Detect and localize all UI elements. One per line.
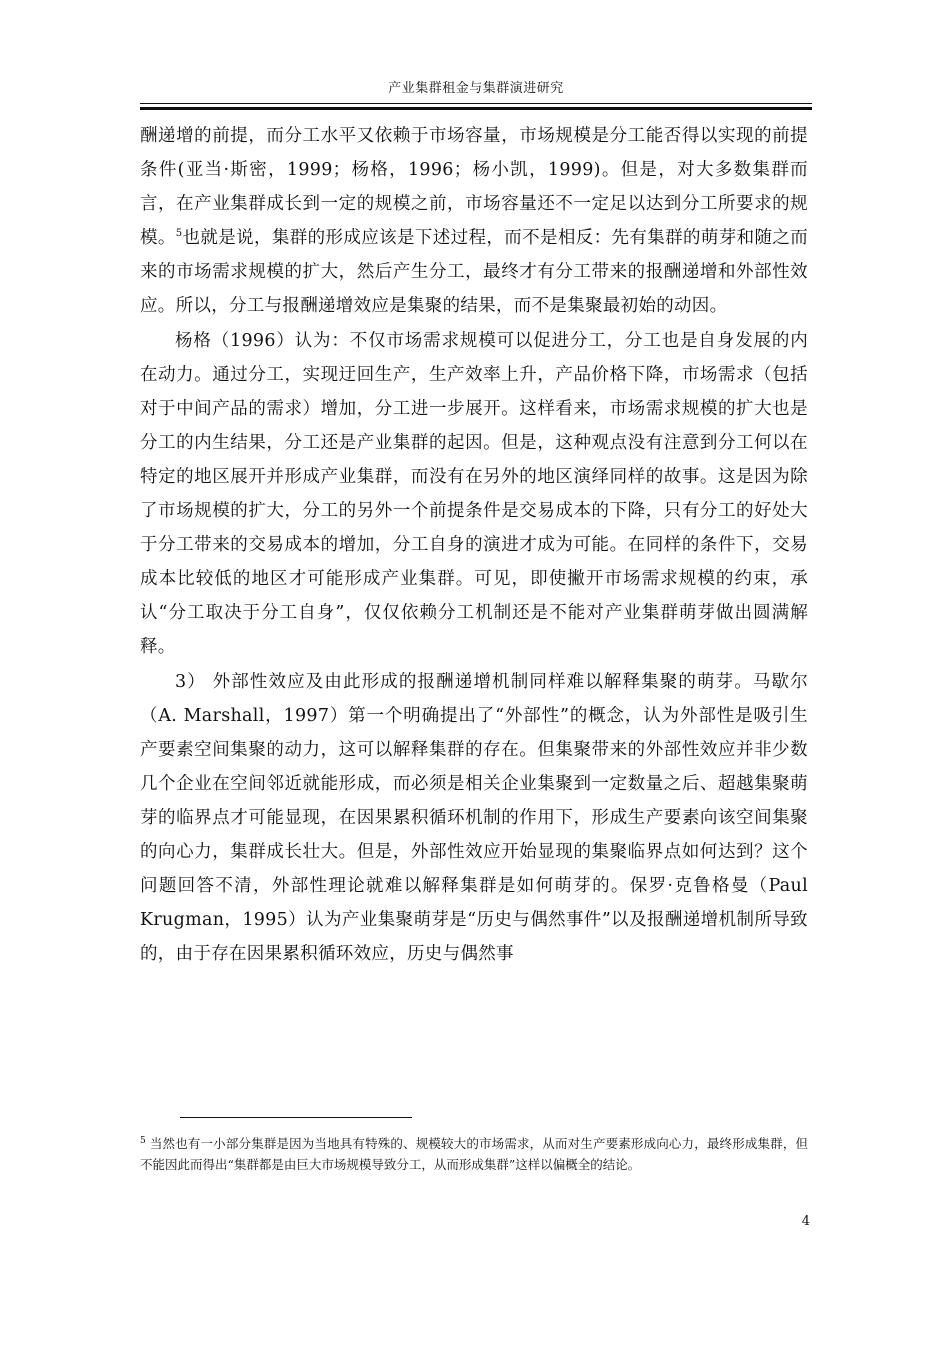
footnote-reference[interactable]: 5 xyxy=(175,228,183,240)
header-rule-thin xyxy=(140,103,812,104)
paragraph-1-part-b: 也就是说，集群的形成应该是下述过程，而不是相反：先有集群的萌芽和随之而来的市场需求规模的扩大，然后产生分工，最终才有分工带来的报酬递增和外部性效应。所以，分工与报酬递增效应是集聚的结果，而不是集聚最初始的动因。 xyxy=(140,228,808,317)
footnote xyxy=(140,1133,808,1175)
paragraph-3: 3） 外部性效应及由此形成的报酬递增机制同样难以解释集聚的萌芽。马歇尔（A. Marshall，1997）第一个明确提出了“外部性”的概念，认为外部性是吸引生产要素空间集聚的动力，这可以解释集群的存在。但集聚带来的外部性效应并非少数几个企业在空间邻近就能形成，而必须是相关企业集聚到一定数量之后、超越集聚萌芽的临界点才可能显现，在因果累积循环机制的作用下，形成生产要素向该空间集聚的向心力，集群成长壮大。但是，外部性效应开始显现的集聚临界点如何达到？这个问题回答不清，外部性理论就难以解释集群是如何萌芽的。保罗·克鲁格曼（Paul Krugman，1995）认为产业集聚萌芽是“历史与偶然事件”以及报酬递增机制所导致的，由于存在因果累积循环效应，历史与偶然事 xyxy=(140,671,808,965)
running-header: 产业集群租金与集群演进研究 xyxy=(388,81,564,96)
body-text xyxy=(140,119,808,971)
paragraph-1-part-a: 酬递增的前提，而分工水平又依赖于市场容量，市场规模是分工能否得以实现的前提条件(亚当·斯密，1999；杨格，1996；杨小凯，1999)。但是，对大多数集群而言，在产业集群成长到一定的规模之前，市场容量还不一定足以达到分工所要求的规模。 xyxy=(140,126,808,249)
footnote-mark: 5 xyxy=(140,1135,146,1146)
paragraph-1 xyxy=(140,119,808,324)
header-rule-thick xyxy=(140,107,812,110)
paragraph-2: 杨格（1996）认为：不仅市场需求规模可以促进分工，分工也是自身发展的内在动力。通过分工，实现迂回生产，生产效率上升，产品价格下降，市场需求（包括对于中间产品的需求）增加，分工进一步展开。这样看来，市场需求规模的扩大也是分工的内生结果，分工还是产业集群的起因。但是，这种观点没有注意到分工何以在特定的地区展开并形成产业集群，而没有在另外的地区演绎同样的故事。这是因为除了市场规模的扩大，分工的另外一个前提条件是交易成本的下降，只有分工的好处大于分工带来的交易成本的增加，分工自身的演进才成为可能。在同样的条件下，交易成本比较低的地区才可能形成产业集群。可见，即使撇开市场需求规模的约束，承认“分工取决于分工自身”，仅仅依赖分工机制还是不能对产业集群萌芽做出圆满解释。 xyxy=(140,330,808,658)
footnote-text: 当然也有一小部分集群是因为当地具有特殊的、规模较大的市场需求，从而对生产要素形成向心力，最终形成集群，但不能因此而得出“集群都是由巨大市场规模导致分工，从而形成集群”这样以偏概全的结论。 xyxy=(140,1136,808,1172)
page-number: 4 xyxy=(801,1214,810,1229)
footnote-rule xyxy=(180,1117,412,1118)
